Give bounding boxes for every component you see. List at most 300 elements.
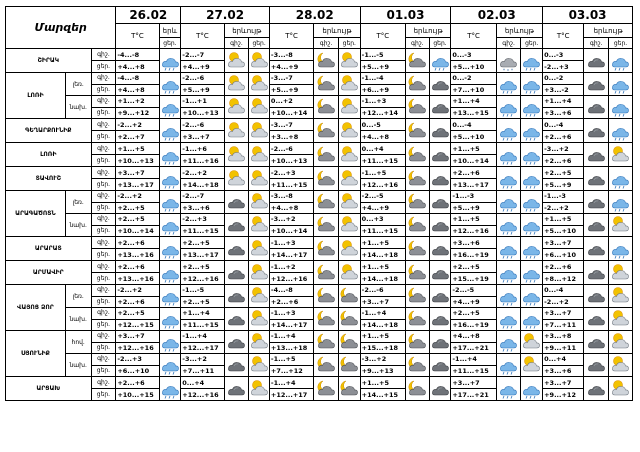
cloud-icon <box>586 120 607 142</box>
rain-icon <box>521 237 543 261</box>
rain-icon <box>521 144 542 166</box>
cloud-icon <box>430 331 451 353</box>
cloud-icon <box>429 167 451 191</box>
night-temp: +3...+7 <box>451 377 496 389</box>
night-temp: -1...-3 <box>543 191 584 203</box>
moon-cloud-icon <box>316 50 337 72</box>
night-temp: -4...-8 <box>116 73 159 85</box>
night-temp: -2...+3 <box>116 354 159 366</box>
day-temp: +12...+15 <box>116 319 159 331</box>
day-header: ցեր. <box>609 38 633 49</box>
cloud-sun-icon <box>609 261 633 285</box>
night-temp: +2...+5 <box>543 167 584 179</box>
night-temp: +4...+8 <box>451 331 496 343</box>
rain-icon <box>521 308 543 331</box>
cloud-sun-icon <box>249 285 270 308</box>
moon-cloud-icon <box>314 308 339 331</box>
night-temp: -2...+2 <box>116 119 159 131</box>
moon-cloud-icon <box>406 285 430 308</box>
weather-header: երևույթ <box>406 24 451 38</box>
moon-cloud-icon <box>406 167 430 191</box>
rain-icon <box>521 262 542 284</box>
cloud-sun-icon <box>339 73 360 95</box>
night-temp: +1...+5 <box>360 331 405 343</box>
region-name: ԱՐՄԱՎԻՐ <box>6 261 92 285</box>
cloud-sun-icon <box>249 214 270 237</box>
day-temp: +2...+6 <box>543 155 584 167</box>
moon-cloud-icon <box>406 119 430 143</box>
day-label: ցեր. <box>91 249 116 261</box>
rain-icon <box>496 96 521 119</box>
day-temp: +4...+9 <box>451 296 496 308</box>
day-temp: +11...+16 <box>181 155 224 167</box>
cloud-icon <box>226 262 247 284</box>
region-part-label: նախ. <box>65 308 91 331</box>
rain-icon <box>496 191 521 214</box>
day-temp: +14...+15 <box>360 389 405 401</box>
moon-cloud-icon <box>407 308 428 330</box>
date-header: 03.03 <box>543 7 633 24</box>
day-temp: +12...+16 <box>116 342 159 354</box>
table-row <box>6 73 633 85</box>
day-temp: +6...+10 <box>116 365 159 377</box>
night-temp: -2...-7 <box>181 49 224 61</box>
night-temp: -3...+2 <box>181 354 224 366</box>
day-temp: +4...+9 <box>181 61 224 73</box>
moon-cloud-icon <box>407 96 428 118</box>
cloud-sun-icon <box>610 144 631 166</box>
day-temp: +8...+12 <box>543 273 584 285</box>
rain-icon <box>521 96 543 119</box>
rain-icon <box>521 191 542 213</box>
cloud-sun-icon <box>249 50 269 72</box>
rain-icon <box>159 49 181 73</box>
cloud-sun-icon <box>338 191 360 214</box>
night-temp: +1...+5 <box>451 214 496 226</box>
cloud-sun-icon <box>224 167 249 191</box>
rain-icon <box>159 96 181 119</box>
weather-header: երև <box>159 24 181 38</box>
cloud-sun-icon <box>249 262 269 284</box>
cloud-icon <box>224 308 249 331</box>
table-row <box>6 237 633 249</box>
rain-icon <box>160 285 181 307</box>
cloud-icon <box>226 191 247 213</box>
moon-cloud-icon <box>406 237 430 261</box>
moon-cloud-icon <box>316 262 337 284</box>
rain-icon <box>521 214 543 237</box>
day-header: ցեր. <box>521 38 543 49</box>
cloud-icon <box>224 354 249 377</box>
day-label: ցեր. <box>91 179 116 191</box>
rain-icon <box>496 119 521 143</box>
cloud-sun-icon <box>249 73 269 95</box>
night-temp: 0...-3 <box>543 49 584 61</box>
rain-icon <box>609 237 633 261</box>
day-temp: +17...+21 <box>451 342 496 354</box>
moon-cloud-icon <box>339 354 360 376</box>
cloud-icon <box>224 214 249 237</box>
day-label: ցեր. <box>91 155 116 167</box>
day-temp: +12...+16 <box>269 273 313 285</box>
region-name: ՍՅՈՒՆԻՔ <box>6 331 66 377</box>
cloud-sun-icon <box>609 214 633 237</box>
night-temp: +1...+5 <box>116 143 159 155</box>
cloud-sun-icon <box>249 167 270 191</box>
day-temp: +4...+8 <box>116 61 159 73</box>
day-label: ցեր. <box>91 84 116 96</box>
night-temp: +2...+5 <box>181 237 224 249</box>
moon-cloud-icon <box>407 120 428 142</box>
cloud-icon <box>430 73 451 95</box>
night-temp: -1...+2 <box>269 261 313 273</box>
rain-icon <box>521 143 543 167</box>
region-name: ՇԻՐԱԿ <box>6 49 92 73</box>
cloud-sun-icon <box>249 331 269 353</box>
weather-header: երևույթ <box>224 24 269 38</box>
rain-icon <box>610 50 631 72</box>
date-header: 26.02 <box>116 7 181 24</box>
cloud-icon <box>430 120 451 142</box>
night-label: գիշ. <box>91 331 116 343</box>
day-temp: +7...+10 <box>451 84 496 96</box>
night-temp: +1...+2 <box>116 96 159 108</box>
moon-cloud-icon <box>316 354 337 376</box>
night-temp: -2...+3 <box>181 214 224 226</box>
cloud-sun-icon <box>339 168 360 190</box>
cloud-sun-icon <box>224 96 249 119</box>
rain-icon <box>159 285 181 308</box>
day-label: ցեր. <box>91 131 116 143</box>
cloud-icon <box>586 262 607 284</box>
day-label: ցեր. <box>91 273 116 285</box>
rain-icon <box>609 167 633 191</box>
forecast-body <box>6 49 633 401</box>
cloud-icon <box>429 308 451 331</box>
day-temp: +2...+6 <box>269 296 313 308</box>
moon-cloud-icon <box>316 73 337 95</box>
table-row <box>6 191 633 203</box>
rain-icon <box>160 214 181 236</box>
cloud-icon <box>429 191 451 214</box>
day-temp: +4...+8 <box>360 131 405 143</box>
cloud-icon <box>584 167 609 191</box>
table-row <box>6 96 633 108</box>
rain-icon <box>498 144 519 166</box>
cloud-sun-icon <box>338 49 360 73</box>
night-temp: -2...-5 <box>360 191 405 203</box>
moon-cloud-icon <box>406 191 430 214</box>
region-name: ԱՐԱՐԱՏ <box>6 237 92 261</box>
day-temp: +11...+15 <box>360 155 405 167</box>
region-part-label: նախ. <box>65 214 91 237</box>
date-header: 27.02 <box>181 7 270 24</box>
day-temp: +2...+7 <box>116 131 159 143</box>
temp-header: T°C <box>116 24 159 49</box>
cloud-icon <box>224 285 249 308</box>
rain-icon <box>159 377 181 401</box>
cloud-sun-icon <box>249 261 270 285</box>
moon-cloud-icon <box>406 308 430 331</box>
cloud-icon <box>224 377 249 401</box>
night-label: գիշ. <box>91 191 116 203</box>
day-temp: +4...+9 <box>360 202 405 214</box>
cloud-icon <box>430 96 451 118</box>
rain-icon <box>160 168 181 190</box>
day-label: ցեր. <box>91 107 116 119</box>
cloud-icon <box>429 119 451 143</box>
moon-cloud-icon <box>339 285 360 307</box>
cloud-sun-icon <box>249 285 269 307</box>
rain-icon <box>521 167 543 191</box>
cloud-icon <box>584 49 609 73</box>
night-temp: 0...-4 <box>543 285 584 297</box>
rain-icon <box>496 377 521 401</box>
cloud-sun-icon <box>610 354 631 376</box>
moon-cloud-icon <box>406 261 430 285</box>
night-temp: -1...+4 <box>269 377 313 389</box>
night-label: գիշ. <box>91 96 116 108</box>
day-temp: +4...+8 <box>116 84 159 96</box>
day-temp: +15...+19 <box>451 273 496 285</box>
cloud-sun-icon <box>249 308 270 331</box>
rain-icon <box>610 120 631 142</box>
rain-icon <box>160 378 181 400</box>
day-temp: +3...+6 <box>181 202 224 214</box>
cloud-sun-icon <box>224 119 249 143</box>
day-temp: +14...+17 <box>269 319 313 331</box>
cloud-icon <box>584 214 609 237</box>
moon-cloud-icon <box>407 144 428 166</box>
cloud-icon <box>586 73 607 95</box>
region-part-label: նախ. <box>65 96 91 119</box>
night-temp: +3...+7 <box>116 167 159 179</box>
night-temp: 0...+3 <box>360 214 405 226</box>
cloud-sun-icon <box>249 354 269 376</box>
cloud-icon <box>430 144 451 166</box>
day-temp: +12...+16 <box>451 225 496 237</box>
night-temp: -1...+4 <box>360 308 405 320</box>
rain-icon <box>430 50 451 72</box>
night-temp: -2...+2 <box>116 285 159 297</box>
day-temp: +12...+16 <box>181 389 224 401</box>
cloud-sun-icon <box>521 331 543 354</box>
night-temp: -2...-5 <box>451 285 496 297</box>
rain-icon <box>498 238 519 260</box>
moon-cloud-icon <box>314 143 339 167</box>
day-temp: +14...+17 <box>269 249 313 261</box>
rain-icon <box>609 49 633 73</box>
rain-icon <box>498 73 519 95</box>
day-label: ցեր. <box>91 365 116 377</box>
cloud-sun-icon <box>249 119 270 143</box>
rain-icon <box>160 331 181 353</box>
night-temp: -4...-8 <box>269 285 313 297</box>
day-temp: +14...+18 <box>360 273 405 285</box>
moon-cloud-icon <box>314 73 339 96</box>
moon-cloud-icon <box>314 119 339 143</box>
moon-cloud-icon <box>407 73 428 95</box>
day-temp: +10...+14 <box>269 107 313 119</box>
rain-icon <box>159 143 181 167</box>
region-part-label: լեռ. <box>65 191 91 214</box>
moon-cloud-icon <box>406 377 430 401</box>
moon-cloud-icon <box>406 49 430 73</box>
day-temp: +3...+7 <box>181 131 224 143</box>
rain-icon <box>521 308 542 330</box>
rain-icon <box>521 214 542 236</box>
cloud-icon <box>584 73 609 96</box>
cloud-icon <box>584 261 609 285</box>
day-temp: +2...+5 <box>116 202 159 214</box>
rain-icon <box>498 354 519 376</box>
night-temp: 0...+4 <box>181 377 224 389</box>
cloud-sun-icon <box>249 120 269 142</box>
moon-cloud-icon <box>406 143 430 167</box>
night-temp: -1...+3 <box>360 96 405 108</box>
day-header: ցեր. <box>338 38 360 49</box>
cloud-sun-icon <box>339 214 360 236</box>
cloud-icon <box>429 285 451 308</box>
cloud-icon <box>430 354 451 376</box>
day-temp: +16...+19 <box>451 319 496 331</box>
cloud-icon <box>430 378 451 400</box>
rain-icon <box>521 119 543 143</box>
marz-header: Մարզեր <box>6 7 116 49</box>
cloud-sun-icon <box>339 191 360 213</box>
cloud-icon <box>226 285 247 307</box>
day-temp: +11...+15 <box>181 225 224 237</box>
day-temp: +16...+19 <box>451 249 496 261</box>
region-name: ԱՐԱԳԱԾՈՏՆ <box>6 191 66 237</box>
cloud-icon <box>586 354 607 376</box>
cloud-sun-icon <box>249 96 270 119</box>
moon-cloud-icon <box>407 238 428 260</box>
cloud-icon <box>584 191 609 214</box>
rain-icon <box>521 73 543 96</box>
moon-cloud-icon <box>316 238 337 260</box>
rain-icon <box>159 354 181 377</box>
cloud-sun-icon <box>249 191 269 213</box>
cloud-icon <box>584 377 609 401</box>
day-temp: +5...+9 <box>543 179 584 191</box>
night-label: գիշ. <box>91 214 116 226</box>
temp-header: T°C <box>543 24 584 49</box>
cloud-icon <box>584 331 609 354</box>
day-temp: +5...+10 <box>451 61 496 73</box>
region-name: ԼՈՌԻ <box>6 143 92 167</box>
rain-icon <box>496 331 521 354</box>
night-temp: -2...+3 <box>269 167 313 179</box>
table-row <box>6 49 633 61</box>
moon-cloud-icon <box>316 285 337 307</box>
day-temp: +14...+18 <box>360 319 405 331</box>
rain-icon <box>498 96 519 118</box>
cloud-sun-icon <box>249 168 269 190</box>
moon-cloud-icon <box>314 167 339 191</box>
cloud-icon <box>226 378 247 400</box>
cloud-icon <box>584 96 609 119</box>
cloud-sun-icon <box>249 237 270 261</box>
cloud-sun-icon <box>610 214 631 236</box>
rain-icon <box>521 49 543 73</box>
temp-header: T°C <box>451 24 496 49</box>
night-temp: +3...+6 <box>451 237 496 249</box>
cloud-icon <box>224 261 249 285</box>
cloud-icon <box>586 331 607 353</box>
day-temp: -2...+2 <box>543 296 584 308</box>
night-temp: -3...+2 <box>360 354 405 366</box>
night-label: գիշ. <box>91 285 116 297</box>
cloud-sun-icon <box>338 261 360 285</box>
night-temp: 0...-4 <box>451 119 496 131</box>
cloud-sun-icon <box>249 354 270 377</box>
moon-cloud-icon <box>316 308 337 330</box>
day-temp: +13...+17 <box>116 179 159 191</box>
night-temp: +3...+7 <box>543 308 584 320</box>
moon-cloud-icon <box>407 331 428 353</box>
day-label: ցեր. <box>91 389 116 401</box>
night-temp: -2...+2 <box>116 191 159 203</box>
cloud-icon <box>224 191 249 214</box>
cloud-sun-icon <box>224 49 249 73</box>
cloud-icon <box>226 238 247 260</box>
moon-cloud-icon <box>314 331 339 354</box>
night-temp: -2...+2 <box>181 167 224 179</box>
cloud-sun-icon <box>249 143 270 167</box>
cloud-icon <box>586 214 607 236</box>
night-temp: +1...+4 <box>451 96 496 108</box>
night-temp: -1...+4 <box>269 331 313 343</box>
moon-cloud-icon <box>314 96 339 119</box>
night-temp: -1...-5 <box>360 49 405 61</box>
moon-cloud-icon <box>314 285 339 308</box>
cloud-sun-icon <box>339 238 360 260</box>
day-temp: +7...+11 <box>543 319 584 331</box>
rain-icon <box>159 237 181 261</box>
cloud-icon <box>584 237 609 261</box>
cloud-icon <box>430 285 451 307</box>
night-temp: +2...+6 <box>116 237 159 249</box>
day-temp: +11...+15 <box>451 365 496 377</box>
day-temp: +7...+12 <box>269 365 313 377</box>
night-temp: +3...+7 <box>543 377 584 389</box>
moon-cloud-icon <box>339 378 360 400</box>
rain-icon <box>159 119 181 143</box>
night-temp: -1...+4 <box>451 354 496 366</box>
rain-icon <box>521 377 543 401</box>
rain-icon <box>498 168 519 190</box>
night-label: գիշ. <box>91 167 116 179</box>
night-temp: -3...-8 <box>269 191 313 203</box>
moon-cloud-icon <box>316 144 337 166</box>
cloud-sun-icon <box>226 73 247 95</box>
night-temp: -4...-8 <box>116 49 159 61</box>
day-temp: +2...+6 <box>116 296 159 308</box>
rain-icon <box>521 285 542 307</box>
rain-icon <box>160 50 181 72</box>
table-row <box>6 119 633 131</box>
cloud-icon <box>429 354 451 377</box>
region-part-label: նախ. <box>65 354 91 377</box>
day-temp: -2...+2 <box>543 202 584 214</box>
night-temp: +3...+7 <box>116 331 159 343</box>
night-label: գիշ. <box>91 237 116 249</box>
cloud-sun-icon <box>226 144 247 166</box>
night-temp: +2...+6 <box>451 167 496 179</box>
moon-cloud-icon <box>314 377 339 401</box>
table-row <box>6 167 633 179</box>
